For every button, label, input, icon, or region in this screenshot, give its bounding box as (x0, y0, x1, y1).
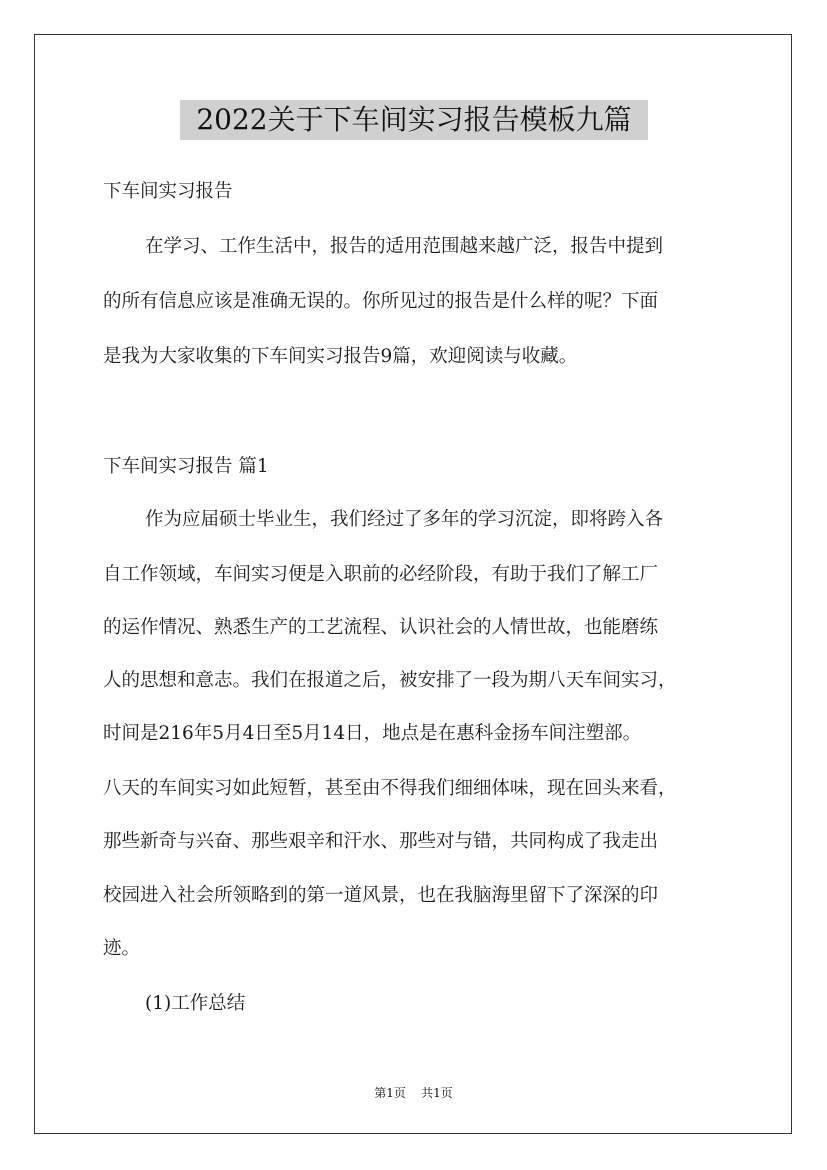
intro-line: 在学习、工作生活中，报告的适用范围越来越广泛，报告中提到 (145, 236, 664, 257)
body-line: 迹。 (103, 938, 141, 959)
body-line: 时间是216年5月4日至5月14日，地点是在惠科金扬车间注塑部。 (103, 723, 642, 744)
body-line: 八天的车间实习如此短暂，甚至由不得我们细细体味，现在回头来看， (103, 778, 677, 799)
intro-heading: 下车间实习报告 (103, 181, 233, 202)
body-line: 自工作领域，车间实习便是入职前的必经阶段，有助于我们了解工厂 (103, 564, 659, 585)
subheading: (1)工作总结 (145, 993, 246, 1014)
body-line: 人的思想和意志。我们在报道之后，被安排了一段为期八天车间实习， (103, 670, 677, 691)
page-number: 第1页 (374, 1086, 406, 1100)
intro-line: 的所有信息应该是准确无误的。你所见过的报告是什么样的呢？下面 (103, 291, 659, 312)
page-total: 共1页 (421, 1086, 453, 1100)
intro-line: 是我为大家收集的下车间实习报告9篇，欢迎阅读与收藏。 (103, 346, 578, 367)
body-line: 校园进入社会所领略到的第一道风景，也在我脑海里留下了深深的印 (103, 885, 659, 906)
body-line: 那些新奇与兴奋、那些艰辛和汗水、那些对与错，共同构成了我走出 (103, 831, 659, 852)
body-line: 作为应届硕士毕业生，我们经过了多年的学习沉淀，即将跨入各 (145, 509, 664, 530)
section-heading: 下车间实习报告 篇1 (103, 456, 269, 477)
page-footer (0, 1084, 827, 1101)
body-line: 的运作情况、熟悉生产的工艺流程、认识社会的人情世故，也能磨练 (103, 617, 659, 638)
document-title: 2022关于下车间实习报告模板九篇 (180, 100, 648, 140)
